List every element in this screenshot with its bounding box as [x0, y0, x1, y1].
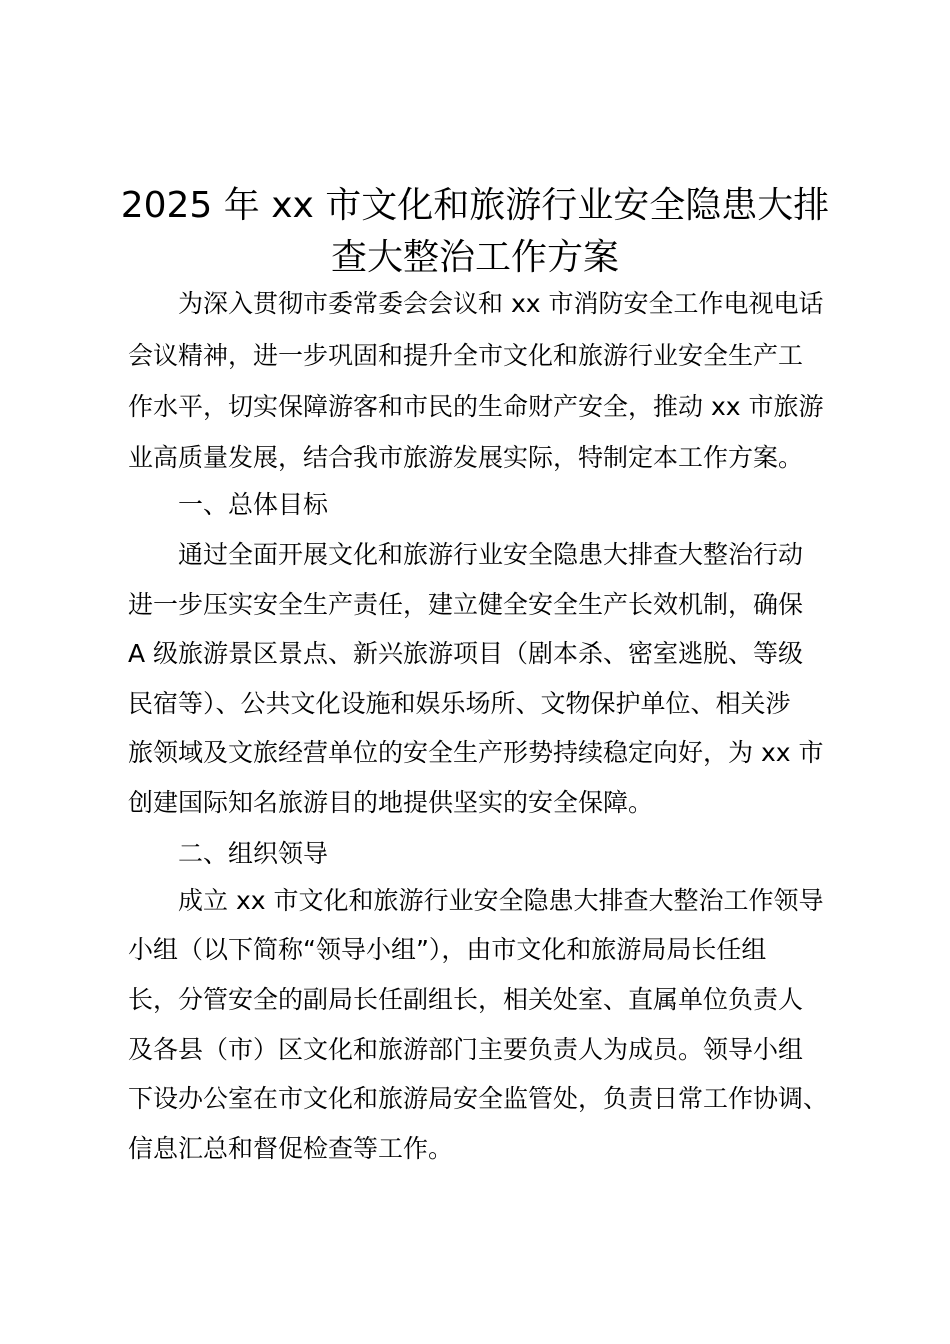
paragraph-1-line-4: 业高质量发展，结合我市旅游发展实际，特制定本工作方案。: [128, 443, 804, 472]
paragraph-2-line-4: 民宿等）、公共文化设施和娱乐场所、文物保护单位、相关涉: [128, 689, 791, 718]
section-heading-1: 一、总体目标: [178, 490, 329, 519]
paragraph-1-line-1: 为深入贯彻市委常委会会议和 xx 市消防安全工作电视电话: [178, 289, 824, 318]
paragraph-2-line-5: 旅领域及文旅经营单位的安全生产形势持续稳定向好，为 xx 市: [128, 738, 824, 767]
section-heading-2: 二、组织领导: [178, 839, 329, 868]
paragraph-1-line-3: 作水平，切实保障游客和市民的生命财产安全，推动 xx 市旅游: [128, 392, 824, 421]
paragraph-3-line-5: 下设办公室在市文化和旅游局安全监管处，负责日常工作协调、: [128, 1084, 829, 1113]
document-title-line-2: 查大整治工作方案: [330, 237, 619, 278]
paragraph-3-line-6: 信息汇总和督促检查等工作。: [128, 1134, 454, 1163]
paragraph-1-line-2: 会议精神，进一步巩固和提升全市文化和旅游行业安全生产工: [128, 341, 804, 370]
paragraph-2-line-2: 进一步压实安全生产责任，建立健全安全生产长效机制，确保: [128, 590, 804, 619]
document-title-line-1: 2025 年 xx 市文化和旅游行业安全隐患大排: [120, 185, 830, 226]
paragraph-3-line-1: 成立 xx 市文化和旅游行业安全隐患大排查大整治工作领导: [178, 886, 824, 915]
paragraph-3-line-2: 小组（以下简称“领导小组”），由市文化和旅游局局长任组: [128, 935, 767, 964]
paragraph-3-line-4: 及各县（市）区文化和旅游部门主要负责人为成员。领导小组: [128, 1035, 804, 1064]
paragraph-2-line-3: A 级旅游景区景点、新兴旅游项目（剧本杀、密室逃脱、等级: [128, 639, 804, 668]
paragraph-3-line-3: 长，分管安全的副局长任副组长，相关处室、直属单位负责人: [128, 985, 804, 1014]
paragraph-2-line-1: 通过全面开展文化和旅游行业安全隐患大排查大整治行动: [178, 540, 804, 569]
paragraph-2-line-6: 创建国际知名旅游目的地提供坚实的安全保障。: [128, 788, 654, 817]
